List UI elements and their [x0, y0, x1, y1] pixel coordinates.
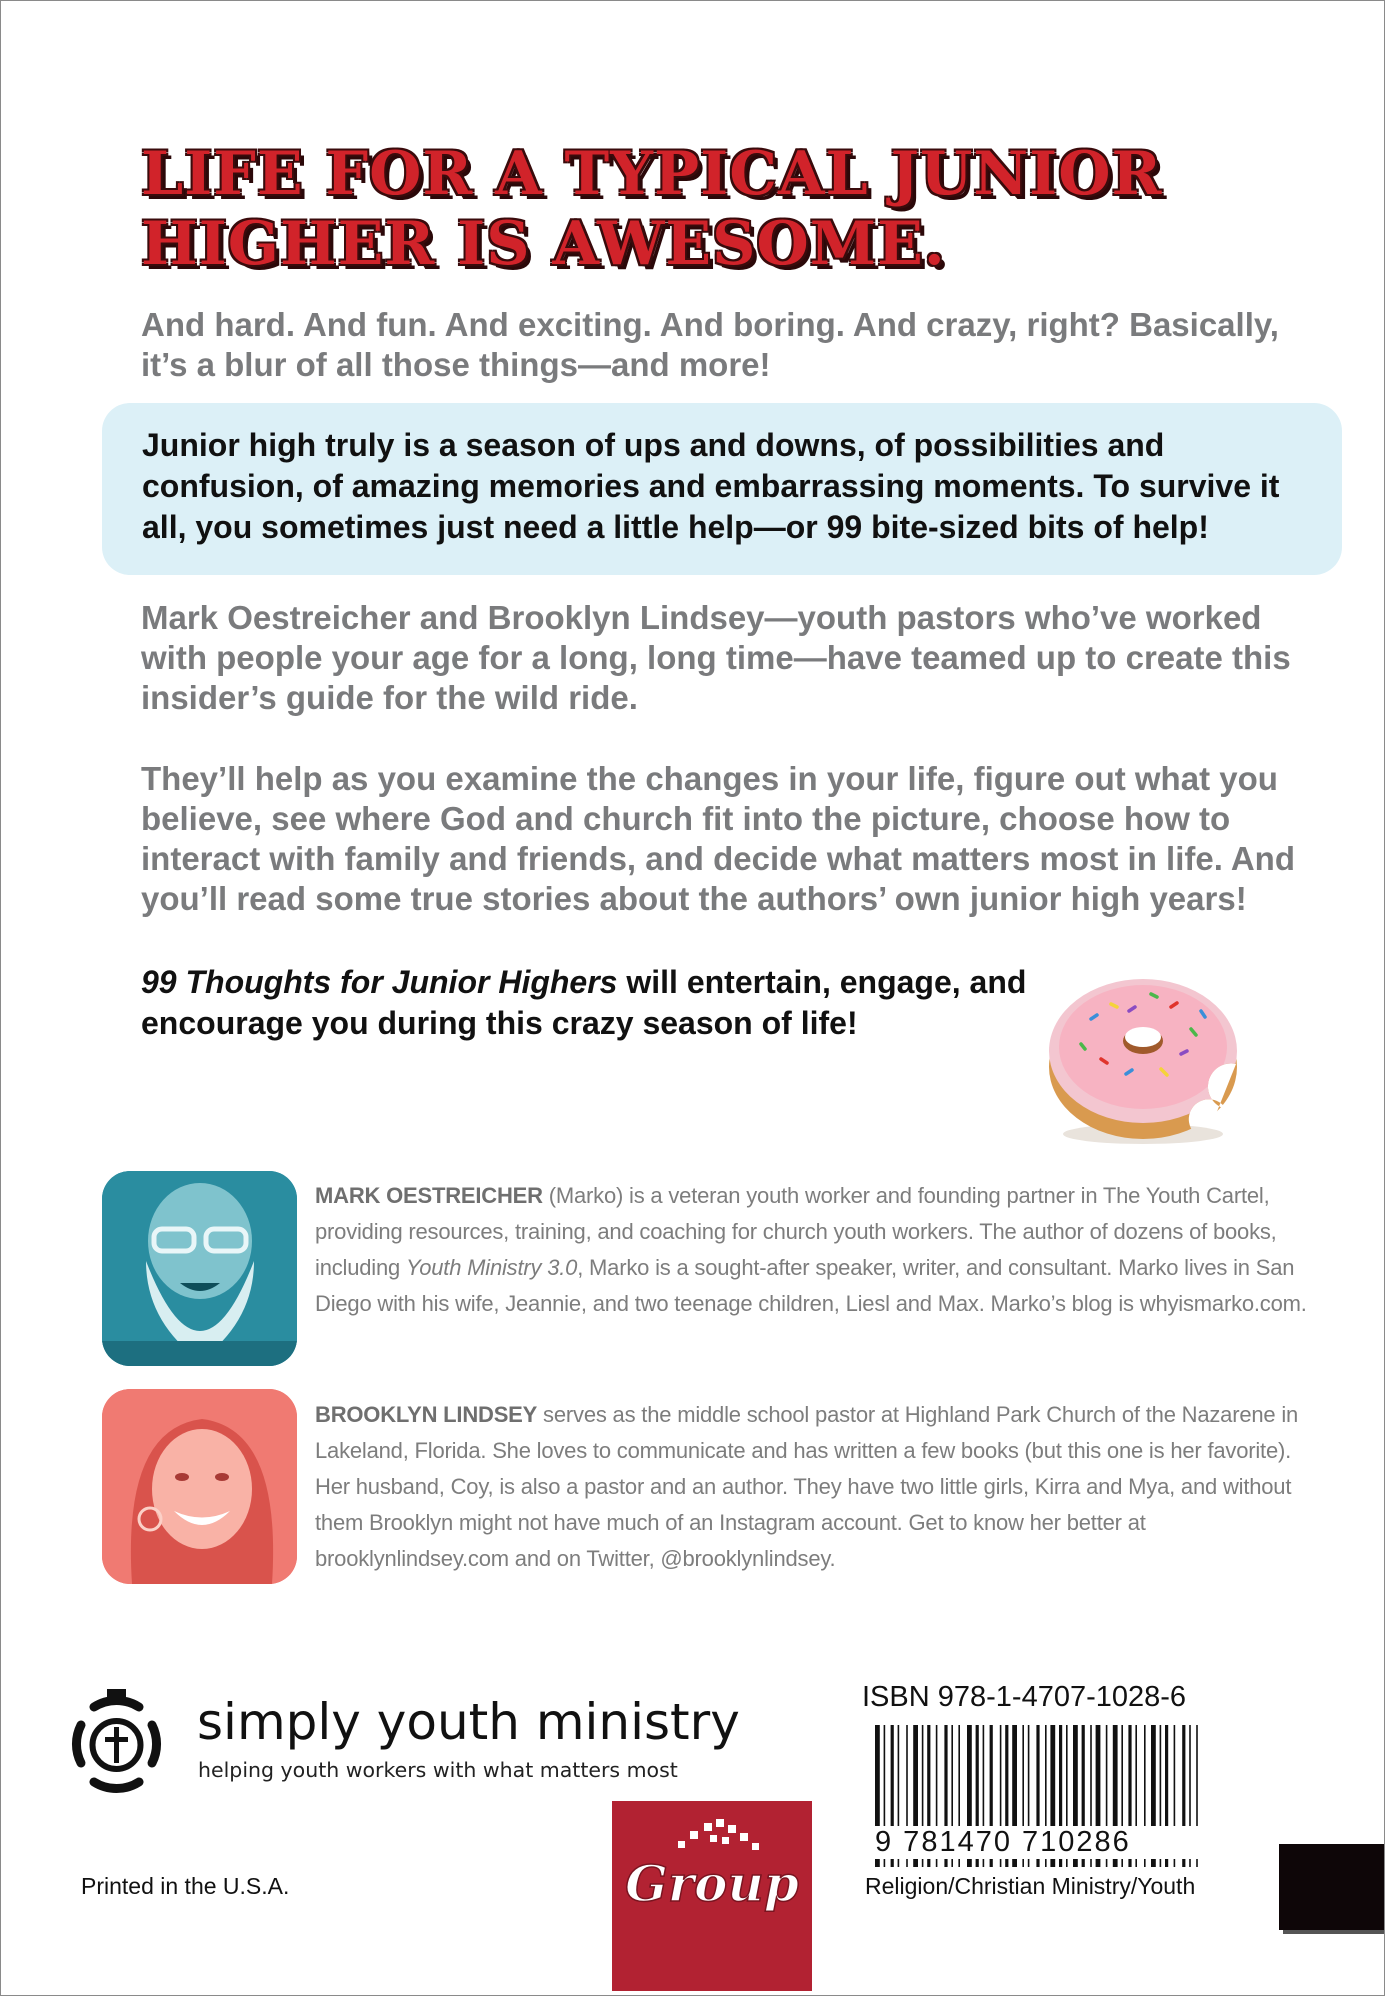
headline-line-1: LIFE FOR A TYPICAL JUNIOR [141, 139, 1163, 209]
portrait-mark [102, 1171, 297, 1366]
portrait-brooklyn [102, 1389, 297, 1584]
headline [141, 139, 1241, 279]
group-logo-mark [612, 1801, 812, 1991]
group-logo-text: Group [625, 1854, 799, 1913]
closing-text: will entertain, engage, and encourage you during this crazy season of life! [141, 964, 1027, 1041]
isbn: ISBN 978-1-4707-1028-6 [862, 1681, 1187, 1713]
author-name-brooklyn: BROOKLYN LINDSEY [315, 1402, 538, 1427]
book-content-paragraph: They’ll help as you examine the changes in your life, figure out what you believe, see where God and church fit into the picture, choose how to interact with family and friends, and decide what matters most in life. And you’ll read some true stories about the authors’ own junior high years! [141, 760, 1295, 917]
simply-youth-ministry-logo-icon [59, 1685, 174, 1800]
book-title: 99 Thoughts for Junior Highers [141, 964, 618, 1000]
closing-paragraph [141, 962, 1041, 1044]
callout-box [102, 403, 1342, 575]
group-logo [612, 1801, 812, 1991]
barcode-digits: 9 781470 710286 [871, 1826, 1211, 1859]
lead-paragraph: And hard. And fun. And exciting. And boring. And crazy, right? Basically, it’s a blur of all those things—and more! [141, 306, 1279, 383]
publisher-name: simply youth ministry [197, 1693, 740, 1751]
author-name-mark: MARK OESTREICHER [315, 1183, 543, 1208]
headline-line-2: HIGHER IS AWESOME. [141, 209, 946, 279]
author-photo-mark [102, 1171, 297, 1366]
category-label: Religion/Christian Ministry/Youth [865, 1873, 1196, 1899]
authors-intro-paragraph: Mark Oestreicher and Brooklyn Lindsey—youth pastors who’ve worked with people your age for a long, long time—have teamed up to create this insider’s guide for the wild ride. [141, 599, 1291, 716]
author-photo-brooklyn [102, 1389, 297, 1584]
callout-text: Junior high truly is a season of ups and downs, of possibilities and confusion, of amazing memories and embarrassing moments. To survive it all, you sometimes just need a little help—or 99 bite-sized bits of help! [142, 427, 1280, 545]
bio-mark-part-1: (Marko) is a veteran youth worker and founding partner in The Youth Cartel, providing resources, training, and coaching for church youth workers. The author of dozens of books, including [315, 1183, 1277, 1280]
bio-mark-book-title: Youth Ministry 3.0 [405, 1255, 578, 1280]
publisher-tagline: helping youth workers with what matters most [198, 1758, 678, 1782]
bio-brooklyn [315, 1397, 1315, 1577]
bio-brooklyn-text: serves as the middle school pastor at Highland Park Church of the Nazarene in Lakeland, Florida. She loves to communicate and has written a few books (but this one is her favorite). Her husband, Coy, is also a pastor and an author. They have two little girls, Kirra and Mya, and without them Brooklyn might not have much of an Instagram account. Get to know her better at brooklynlindsey.com and on Twitter, @brooklynlindsey. [315, 1402, 1299, 1571]
black-box [1279, 1844, 1385, 1930]
bio-mark-part-2: , Marko is a sought-after speaker, writer, and consultant. Marko lives in San Diego with his wife, Jeannie, and two teenage children, Liesl and Max. Marko’s blog is whyismarko.com. [315, 1255, 1307, 1316]
printed-in: Printed in the U.S.A. [81, 1873, 290, 1899]
donut-illustration [1031, 949, 1251, 1149]
bio-mark [315, 1178, 1315, 1322]
